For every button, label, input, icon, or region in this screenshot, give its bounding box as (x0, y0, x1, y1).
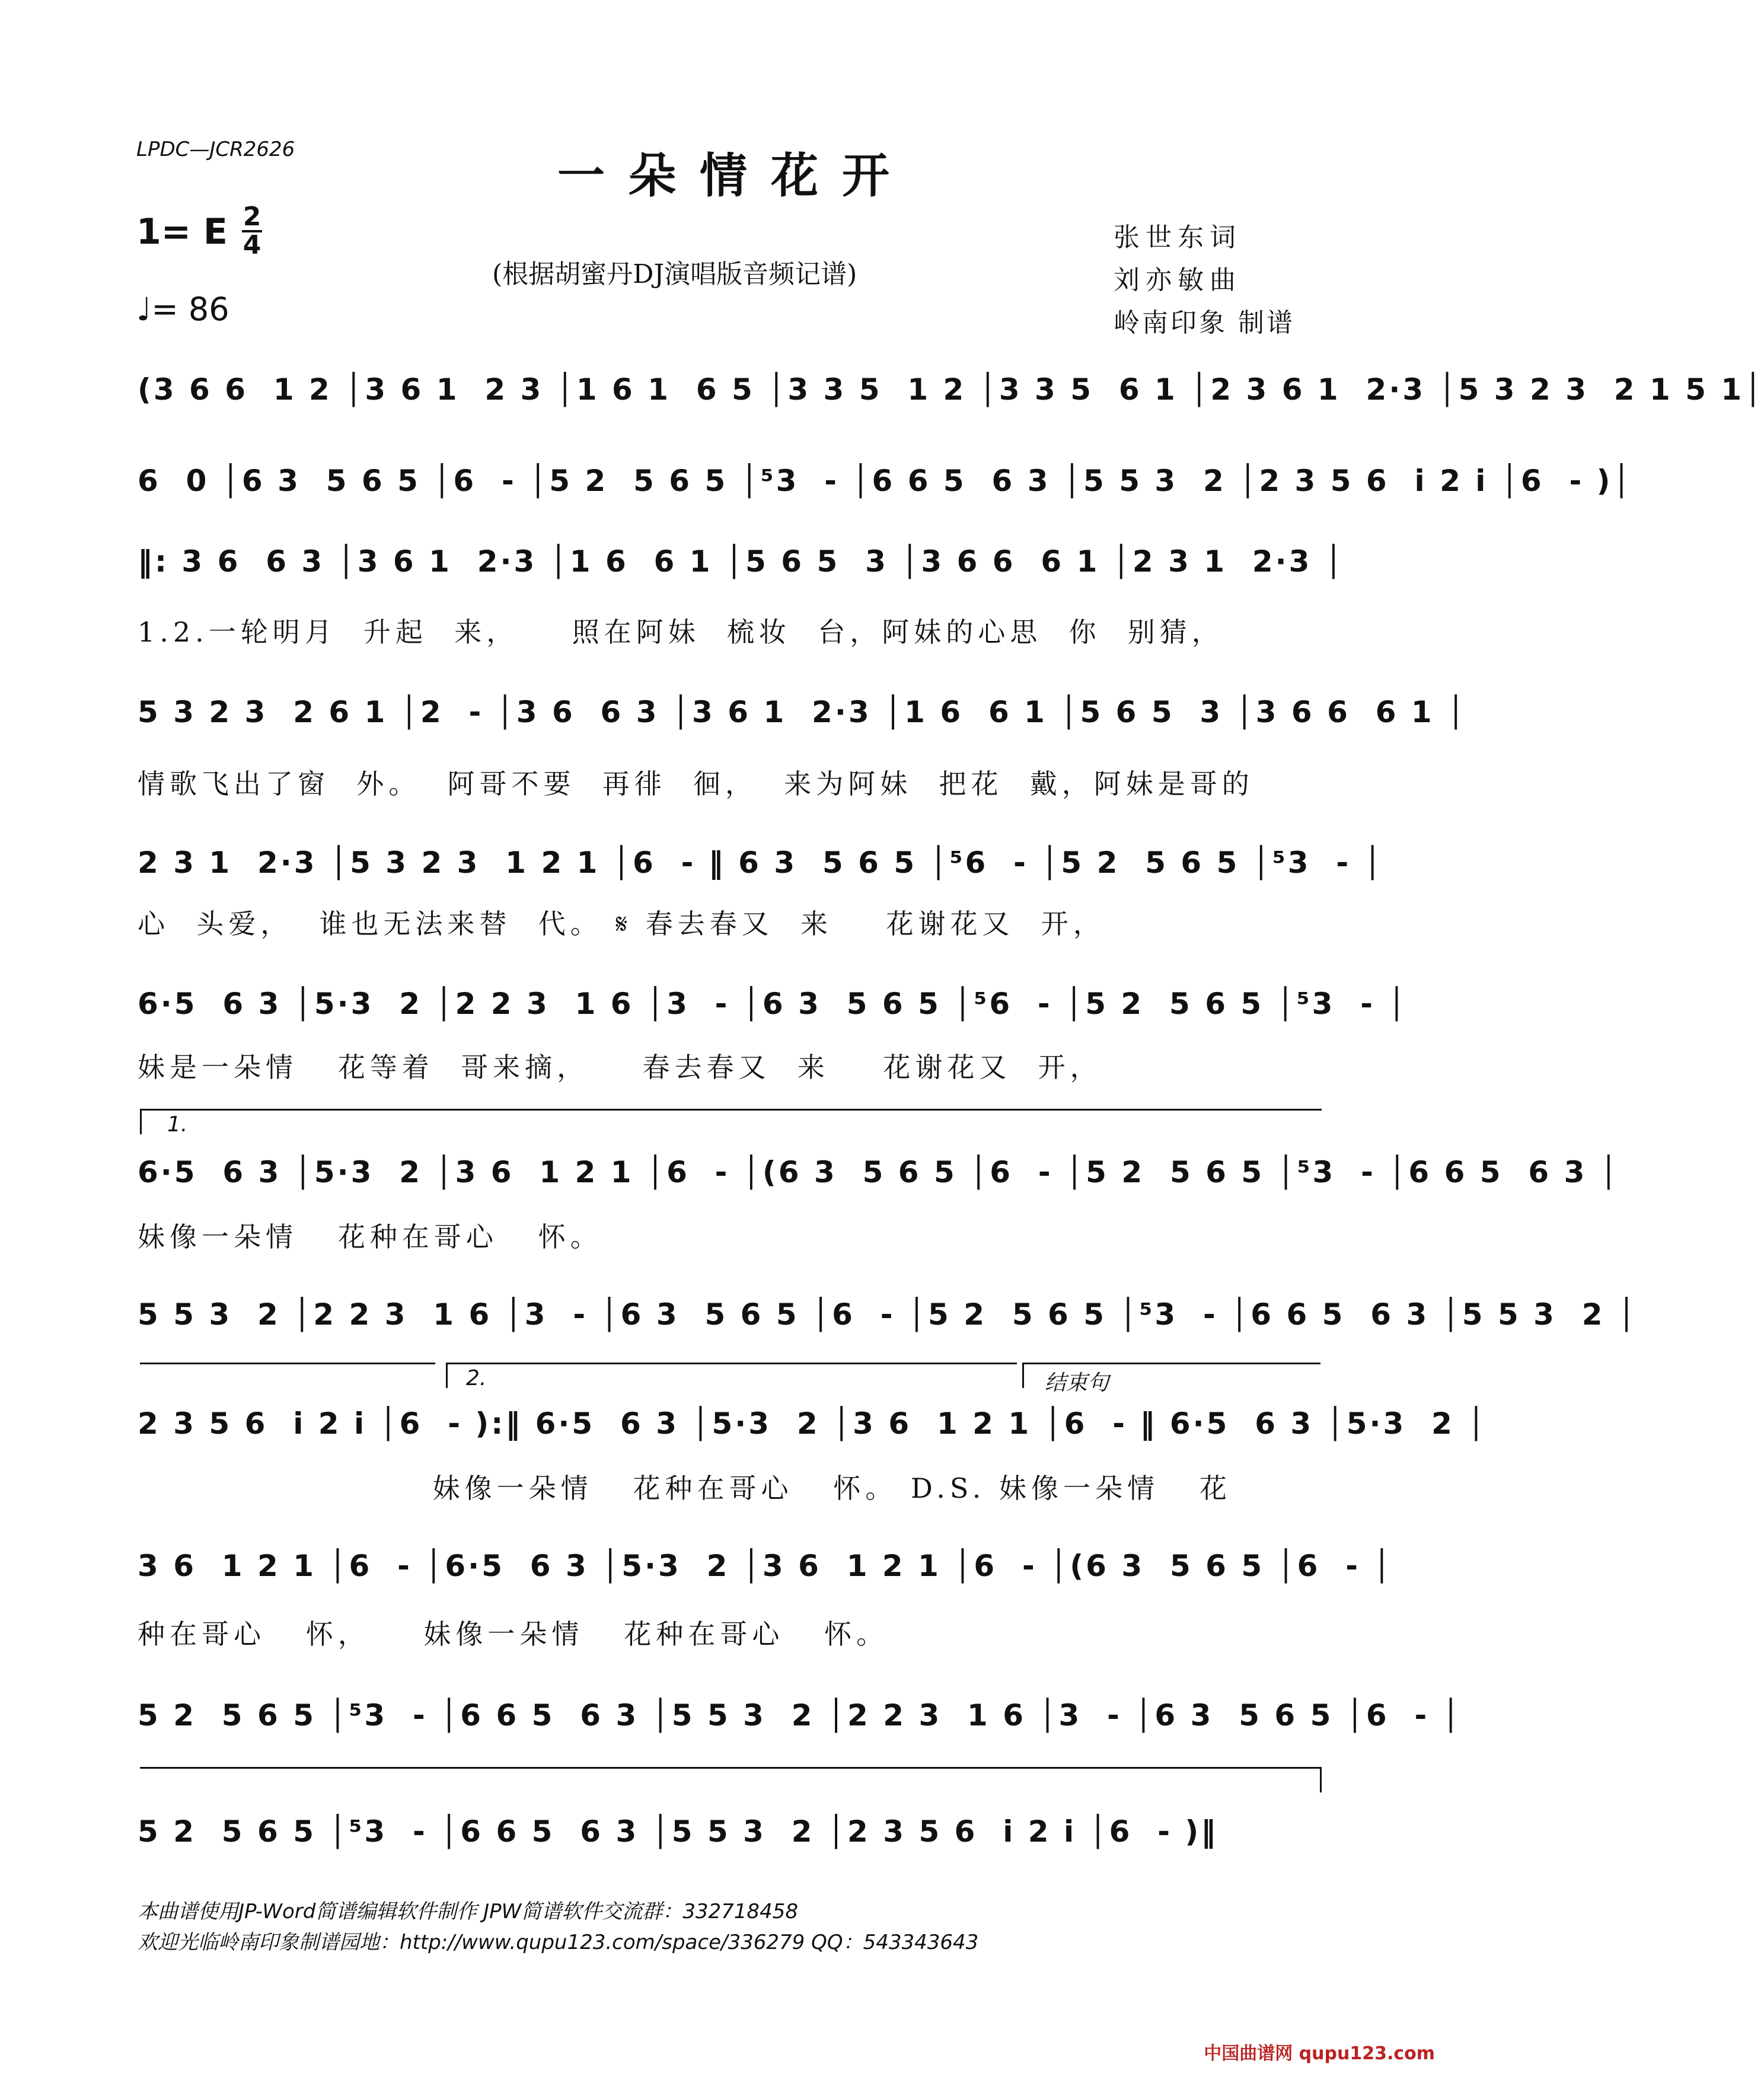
time-signature-top: 2 (243, 202, 261, 232)
lyric-line: 种在哥心 怀， 妹像一朵情 花种在哥心 怀。 (138, 1618, 889, 1650)
volta-label-2: 2. (466, 1366, 487, 1390)
tempo-mark: ♩= 86 (136, 291, 229, 328)
composer-credit: 刘亦敏曲 (1114, 265, 1242, 295)
lyric-line: 妹是一朵情 花等着 哥来摘， 春去春又 来 花谢花又 开， (138, 1051, 1102, 1083)
song-title: 一朵情花开 (557, 148, 913, 203)
footer-line-1: 本曲谱使用JP-Word简谱编辑软件制作 JPW简谱软件交流群：332718458 (138, 1900, 798, 1923)
notation-row: 5 5 3 2 │2 2 3 1 6 │3 - │6 3 5 6 5 │6 - │5 2 5 6 5 │⁵3 - │6 6 5 6 3 │5 5 3 2 │ (138, 1297, 1638, 1332)
volta-bracket-1 (140, 1109, 1322, 1134)
notation-row: (3 6 6 1 2 │3 6 1 2 3 │1 6 1 6 5 │3 3 5 1 2 │3 3 5 6 1 │2 3 6 1 2·3 │5 3 2 3 2 1 5 1│ (138, 372, 1764, 407)
lyric-line: 情歌飞出了窗 外。 阿哥不要 再徘 徊， 来为阿妹 把花 戴，阿妹是哥的 (138, 768, 1254, 800)
volta-bracket-2 (446, 1363, 1017, 1388)
notation-row: 6 0 │6 3 5 6 5 │6 - │5 2 5 6 5 │⁵3 - │6 6 5 6 3 │5 5 3 2 │2 3 5 6 i 2 i │6 - )│ (138, 464, 1633, 498)
notation-row: 5 2 5 6 5 │⁵3 - │6 6 5 6 3 │5 5 3 2 │2 3 5 6 i 2 i │6 - )‖ (138, 1814, 1218, 1849)
closing-bracket (140, 1767, 1322, 1792)
lyric-line: 心 头爱， 谁也无法来替 代。 𝄋 春去春又 来 花谢花又 开， (138, 908, 1105, 940)
notation-row: 5 3 2 3 2 6 1 │2 - │3 6 6 3 │3 6 1 2·3 │1 6 6 1 │5 6 5 3 │3 6 6 6 1 │ (138, 695, 1468, 729)
ending-label: 结束句 (1045, 1371, 1109, 1395)
volta-label-1: 1. (167, 1112, 188, 1137)
footer-line-2: 欢迎光临岭南印象制谱园地：http://www.qupu123.com/space/336279 QQ：543343643 (138, 1931, 979, 1954)
notation-row: 3 6 1 2 1 │6 - │6·5 6 3 │5·3 2 │3 6 1 2 1 │6 - │(6 3 5 6 5 │6 - │ (138, 1549, 1393, 1583)
notation-row: 2 3 1 2·3 │5 3 2 3 1 2 1 │6 - ‖ 6 3 5 6 5 │⁵6 - │5 2 5 6 5 │⁵3 - │ (138, 846, 1384, 880)
lyric-line: 1.2.一轮明月 升起 来， 照在阿妹 梳妆 台，阿妹的心思 你 别猜， (138, 616, 1224, 648)
notation-row: 5 2 5 6 5 │⁵3 - │6 6 5 6 3 │5 5 3 2 │2 2 3 1 6 │3 - │6 3 5 6 5 │6 - │ (138, 1698, 1462, 1733)
notation-row: 2 3 5 6 i 2 i │6 - ):‖ 6·5 6 3 │5·3 2 │3 6 1 2 1 │6 - ‖ 6·5 6 3 │5·3 2 │ (138, 1406, 1488, 1441)
volta-bracket-end (140, 1363, 435, 1388)
lyric-line: 妹像一朵情 花种在哥心 怀。 D.S. 妹像一朵情 花 (138, 1472, 1232, 1504)
notation-row: 6·5 6 3 │5·3 2 │2 2 3 1 6 │3 - │6 3 5 6 5 │⁵6 - │5 2 5 6 5 │⁵3 - │ (138, 987, 1408, 1021)
key-signature: 1= E (136, 211, 228, 253)
notation-row: ‖: 3 6 6 3 │3 6 1 2·3 │1 6 6 1 │5 6 5 3 │3 6 6 6 1 │2 3 1 2·3 │ (138, 544, 1345, 579)
time-signature (242, 202, 262, 260)
notation-row: 6·5 6 3 │5·3 2 │3 6 1 2 1 │6 - │(6 3 5 6 5 │6 - │5 2 5 6 5 │⁵3 - │6 6 5 6 3 │ (138, 1155, 1620, 1189)
watermark-logo: 中国曲谱网 qupu123.com (1204, 2043, 1435, 2064)
arranger-credit: 岭南印象 制谱 (1114, 308, 1295, 338)
lyricist-credit: 张世东词 (1114, 222, 1242, 253)
lyric-line: 妹像一朵情 花种在哥心 怀。 (138, 1221, 602, 1253)
score-code: LPDC—JCR2626 (136, 138, 295, 161)
subtitle: (根据胡蜜丹DJ演唱版音频记谱) (492, 259, 857, 289)
time-signature-bottom: 4 (243, 230, 261, 260)
